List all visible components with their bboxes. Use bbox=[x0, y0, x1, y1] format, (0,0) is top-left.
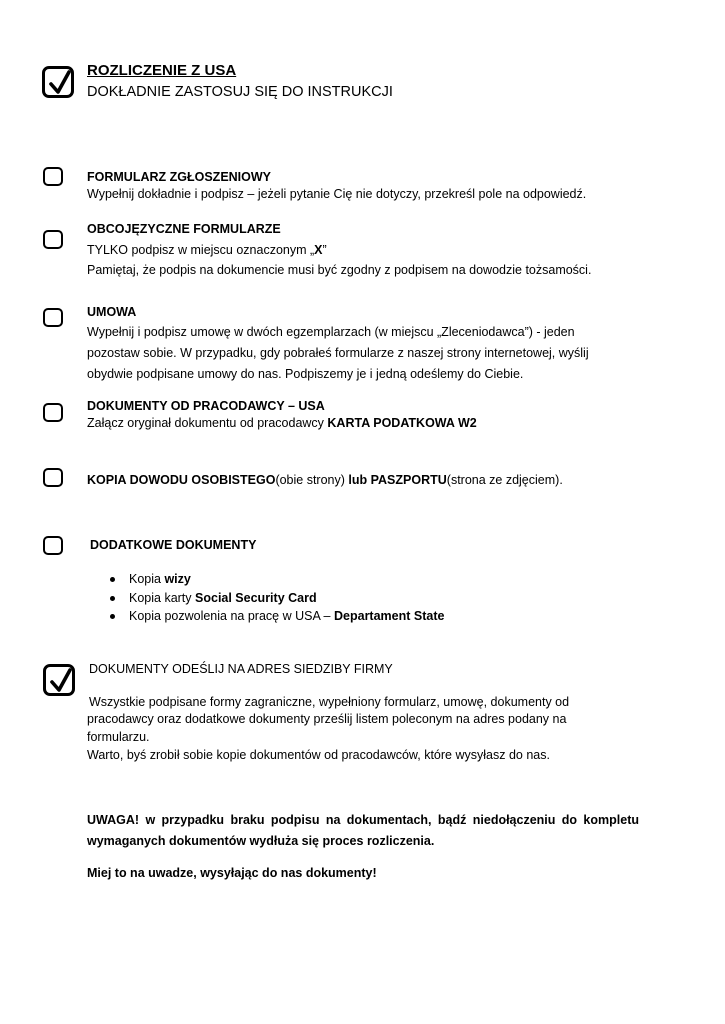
pracodawca-title: DOKUMENTY OD PRACODAWCY – USA bbox=[87, 399, 325, 413]
obcojezyczne-title: OBCOJĘZYCZNE FORMULARZE bbox=[87, 222, 281, 236]
umowa-text-3: obydwie podpisane umowy do nas. Podpiszemy je i jedną odeślemy do Ciebie. bbox=[87, 367, 524, 381]
bold-text: wizy bbox=[164, 572, 191, 586]
bold-text: Departament State bbox=[334, 609, 445, 623]
adres-text-4: Warto, byś zrobił sobie kopie dokumentów od pracodawców, które wysyłasz do nas. bbox=[87, 748, 550, 762]
page-subtitle: DOKŁADNIE ZASTOSUJ SIĘ DO INSTRUKCJI bbox=[87, 84, 393, 100]
adres-title: DOKUMENTY ODEŚLIJ NA ADRES SIEDZIBY FIRMY bbox=[89, 662, 393, 676]
kopia-dowodu-bold: KOPIA DOWODU OSOBISTEGO bbox=[87, 473, 276, 487]
text-span: Kopia karty bbox=[129, 590, 196, 605]
adres-text-2: pracodawcy oraz dodatkowe dokumenty prześlij listem poleconym na adres podany na bbox=[87, 712, 567, 726]
kopia-text bbox=[87, 473, 563, 487]
text-span: TYLKO podpisz w miejscu oznaczonym „ bbox=[87, 243, 315, 257]
dodatkowe-title: DODATKOWE DOKUMENTY bbox=[90, 538, 257, 552]
text-span: Kopia bbox=[129, 572, 165, 586]
warning-line-2: wymaganych dokumentów wydłuża się proces rozliczenia. bbox=[87, 834, 435, 848]
list-item bbox=[107, 589, 444, 608]
obcojezyczne-checkbox[interactable] bbox=[43, 230, 63, 249]
bold-text: Social Security Card bbox=[195, 590, 317, 605]
adres-text-3: formularzu. bbox=[87, 730, 150, 744]
formularz-title: FORMULARZ ZGŁOSZENIOWY bbox=[87, 170, 272, 184]
text-span: Kopia pozwolenia na pracę w USA – bbox=[129, 609, 334, 623]
text-span: (obie strony) bbox=[275, 473, 349, 487]
warning-line-1: UWAGA! w przypadku braku podpisu na dokumentach, bądź niedołączeniu do kompletu bbox=[87, 813, 639, 827]
umowa-text-2: pozostaw sobie. W przypadku, gdy pobrałeś formularze z naszej strony internetowej, wyślij bbox=[87, 346, 589, 360]
formularz-text: Wypełnij dokładnie i podpisz – jeżeli pytanie Cię nie dotyczy, przekreśl pole na odpowiedź. bbox=[87, 187, 587, 201]
dodatkowe-list bbox=[107, 570, 444, 626]
pracodawca-text bbox=[87, 416, 477, 430]
kopia-checkbox[interactable] bbox=[43, 468, 63, 487]
pracodawca-checkbox[interactable] bbox=[43, 403, 63, 422]
bold-x: X bbox=[314, 243, 323, 257]
page-title: ROZLICZENIE Z USA bbox=[87, 62, 237, 79]
umowa-checkbox[interactable] bbox=[43, 308, 63, 327]
list-item bbox=[107, 607, 444, 626]
warning-line-3: Miej to na uwadze, wysyłając do nas dokumenty! bbox=[87, 866, 377, 880]
text-span: (strona ze zdjęciem). bbox=[446, 473, 563, 487]
checkmark-icon bbox=[48, 70, 72, 96]
text-span: ” bbox=[322, 243, 327, 257]
obcojezyczne-text-2: Pamiętaj, że podpis na dokumencie musi być zgodny z podpisem na dowodzie tożsamości. bbox=[87, 263, 592, 277]
checked-checkbox-icon bbox=[43, 664, 75, 696]
umowa-text-1: Wypełnij i podpisz umowę w dwóch egzemplarzach (w miejscu „Zleceniodawca”) - jeden bbox=[87, 325, 575, 339]
list-item bbox=[107, 570, 444, 589]
umowa-title: UMOWA bbox=[87, 305, 137, 319]
formularz-checkbox[interactable] bbox=[43, 167, 63, 186]
karta-podatkowa-bold: KARTA PODATKOWA W2 bbox=[327, 416, 477, 430]
adres-text-1: Wszystkie podpisane formy zagraniczne, wypełniony formularz, umowę, dokumenty od bbox=[89, 695, 570, 709]
paszportu-bold: lub PASZPORTU bbox=[348, 473, 447, 487]
checkmark-icon bbox=[49, 668, 73, 694]
dodatkowe-checkbox[interactable] bbox=[43, 536, 63, 555]
text-span: Załącz oryginał dokumentu od pracodawcy bbox=[87, 416, 328, 430]
checked-checkbox-icon bbox=[42, 66, 74, 98]
obcojezyczne-text-1 bbox=[87, 243, 327, 257]
